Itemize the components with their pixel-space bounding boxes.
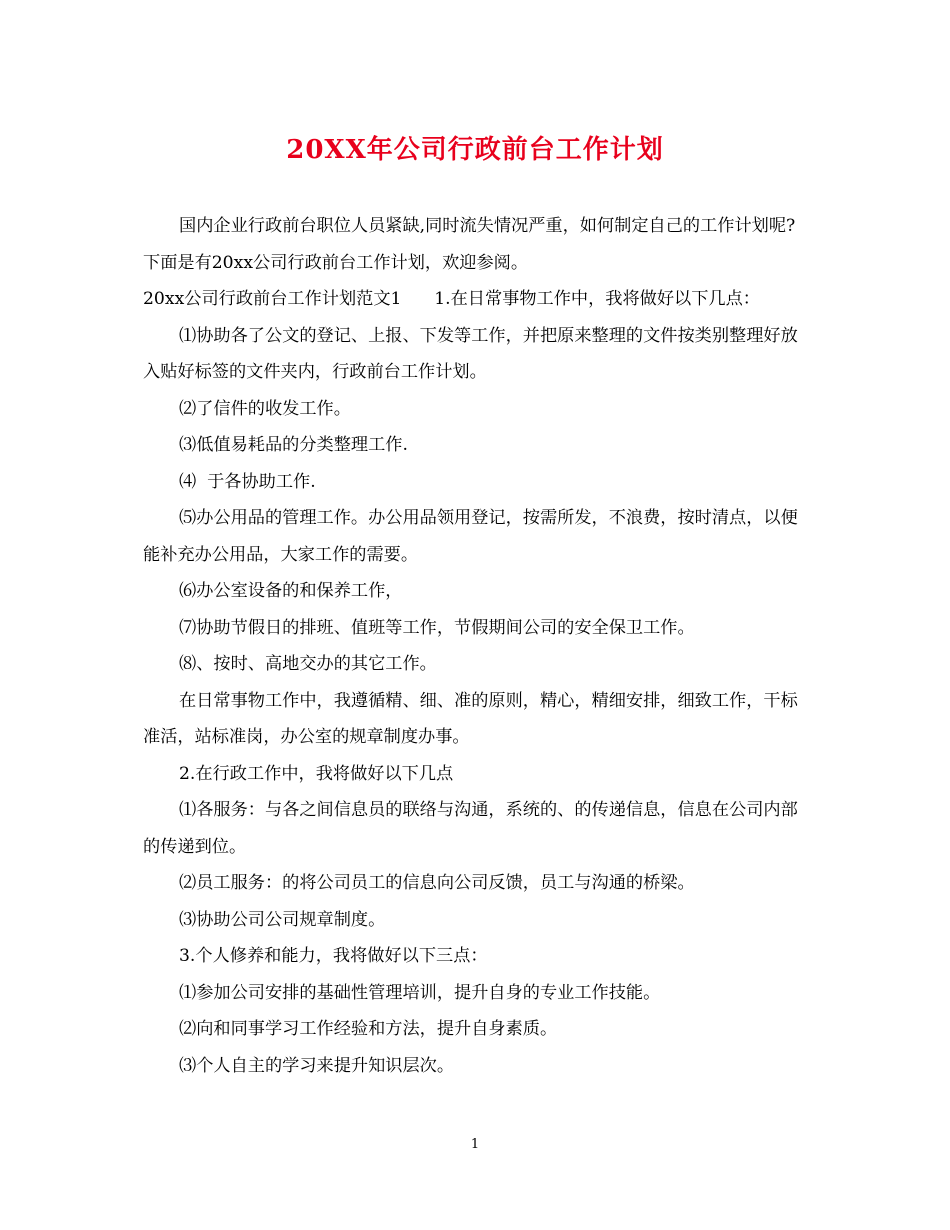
paragraph: ⑴各服务：与各之间信息员的联络与沟通，系统的、的传递信息，信息在公司内部的传递到位。 (143, 800, 798, 857)
paragraph: ⑷ 于各协助工作. (179, 471, 316, 492)
paragraph: ⑶协助公司公司规章制度。 (179, 909, 386, 930)
paragraph: ⑵向和同事学习工作经验和方法，提升自身素质。 (179, 1019, 558, 1039)
document-body (143, 208, 811, 1084)
paragraph: ⑸办公用品的管理工作。办公用品领用登记，按需所发，不浪费，按时清点，以便能补充办公用品，大家工作的需要。 (143, 508, 798, 565)
paragraph: 2.在行政工作中，我将做好以下几点 (179, 763, 454, 784)
paragraph: ⑻、按时、高地交办的其它工作。 (179, 654, 437, 674)
paragraph: ⑴参加公司安排的基础性管理培训，提升自身的专业工作技能。 (179, 982, 661, 1003)
paragraph: 20xx公司行政前台工作计划范文1 1.在日常事物工作中，我将做好以下几点： (143, 289, 760, 309)
paragraph: ⑶个人自主的学习来提升知识层次。 (179, 1055, 455, 1076)
paragraph: ⑵员工服务：的将公司员工的信息向公司反馈，员工与沟通的桥梁。 (179, 873, 695, 893)
paragraph: ⑹办公室设备的和保养工作， (179, 581, 403, 601)
paragraph: 国内企业行政前台职位人员紧缺,同时流失情况严重，如何制定自己的工作计划呢?下面是有20xx公司行政前台工作计划，欢迎参阅。 (143, 216, 796, 273)
paragraph: ⑶低值易耗品的分类整理工作. (179, 435, 408, 455)
paragraph: 在日常事物工作中，我遵循精、细、准的原则，精心，精细安排，细致工作，干标准活，站标准岗，办公室的规章制度办事。 (143, 690, 798, 747)
paragraph: ⑺协助节假日的排班、值班等工作，节假期间公司的安全保卫工作。 (179, 617, 695, 638)
document-title: 20XX年公司行政前台工作计划 (286, 135, 664, 165)
page-number: 1 (470, 1137, 480, 1152)
paragraph: 3.个人修养和能力，我将做好以下三点： (179, 946, 488, 966)
paragraph: ⑵了信件的收发工作。 (179, 398, 351, 419)
paragraph: ⑴协助各了公文的登记、上报、下发等工作，并把原来整理的文件按类别整理好放入贴好标签的文件夹内，行政前台工作计划。 (143, 325, 798, 382)
